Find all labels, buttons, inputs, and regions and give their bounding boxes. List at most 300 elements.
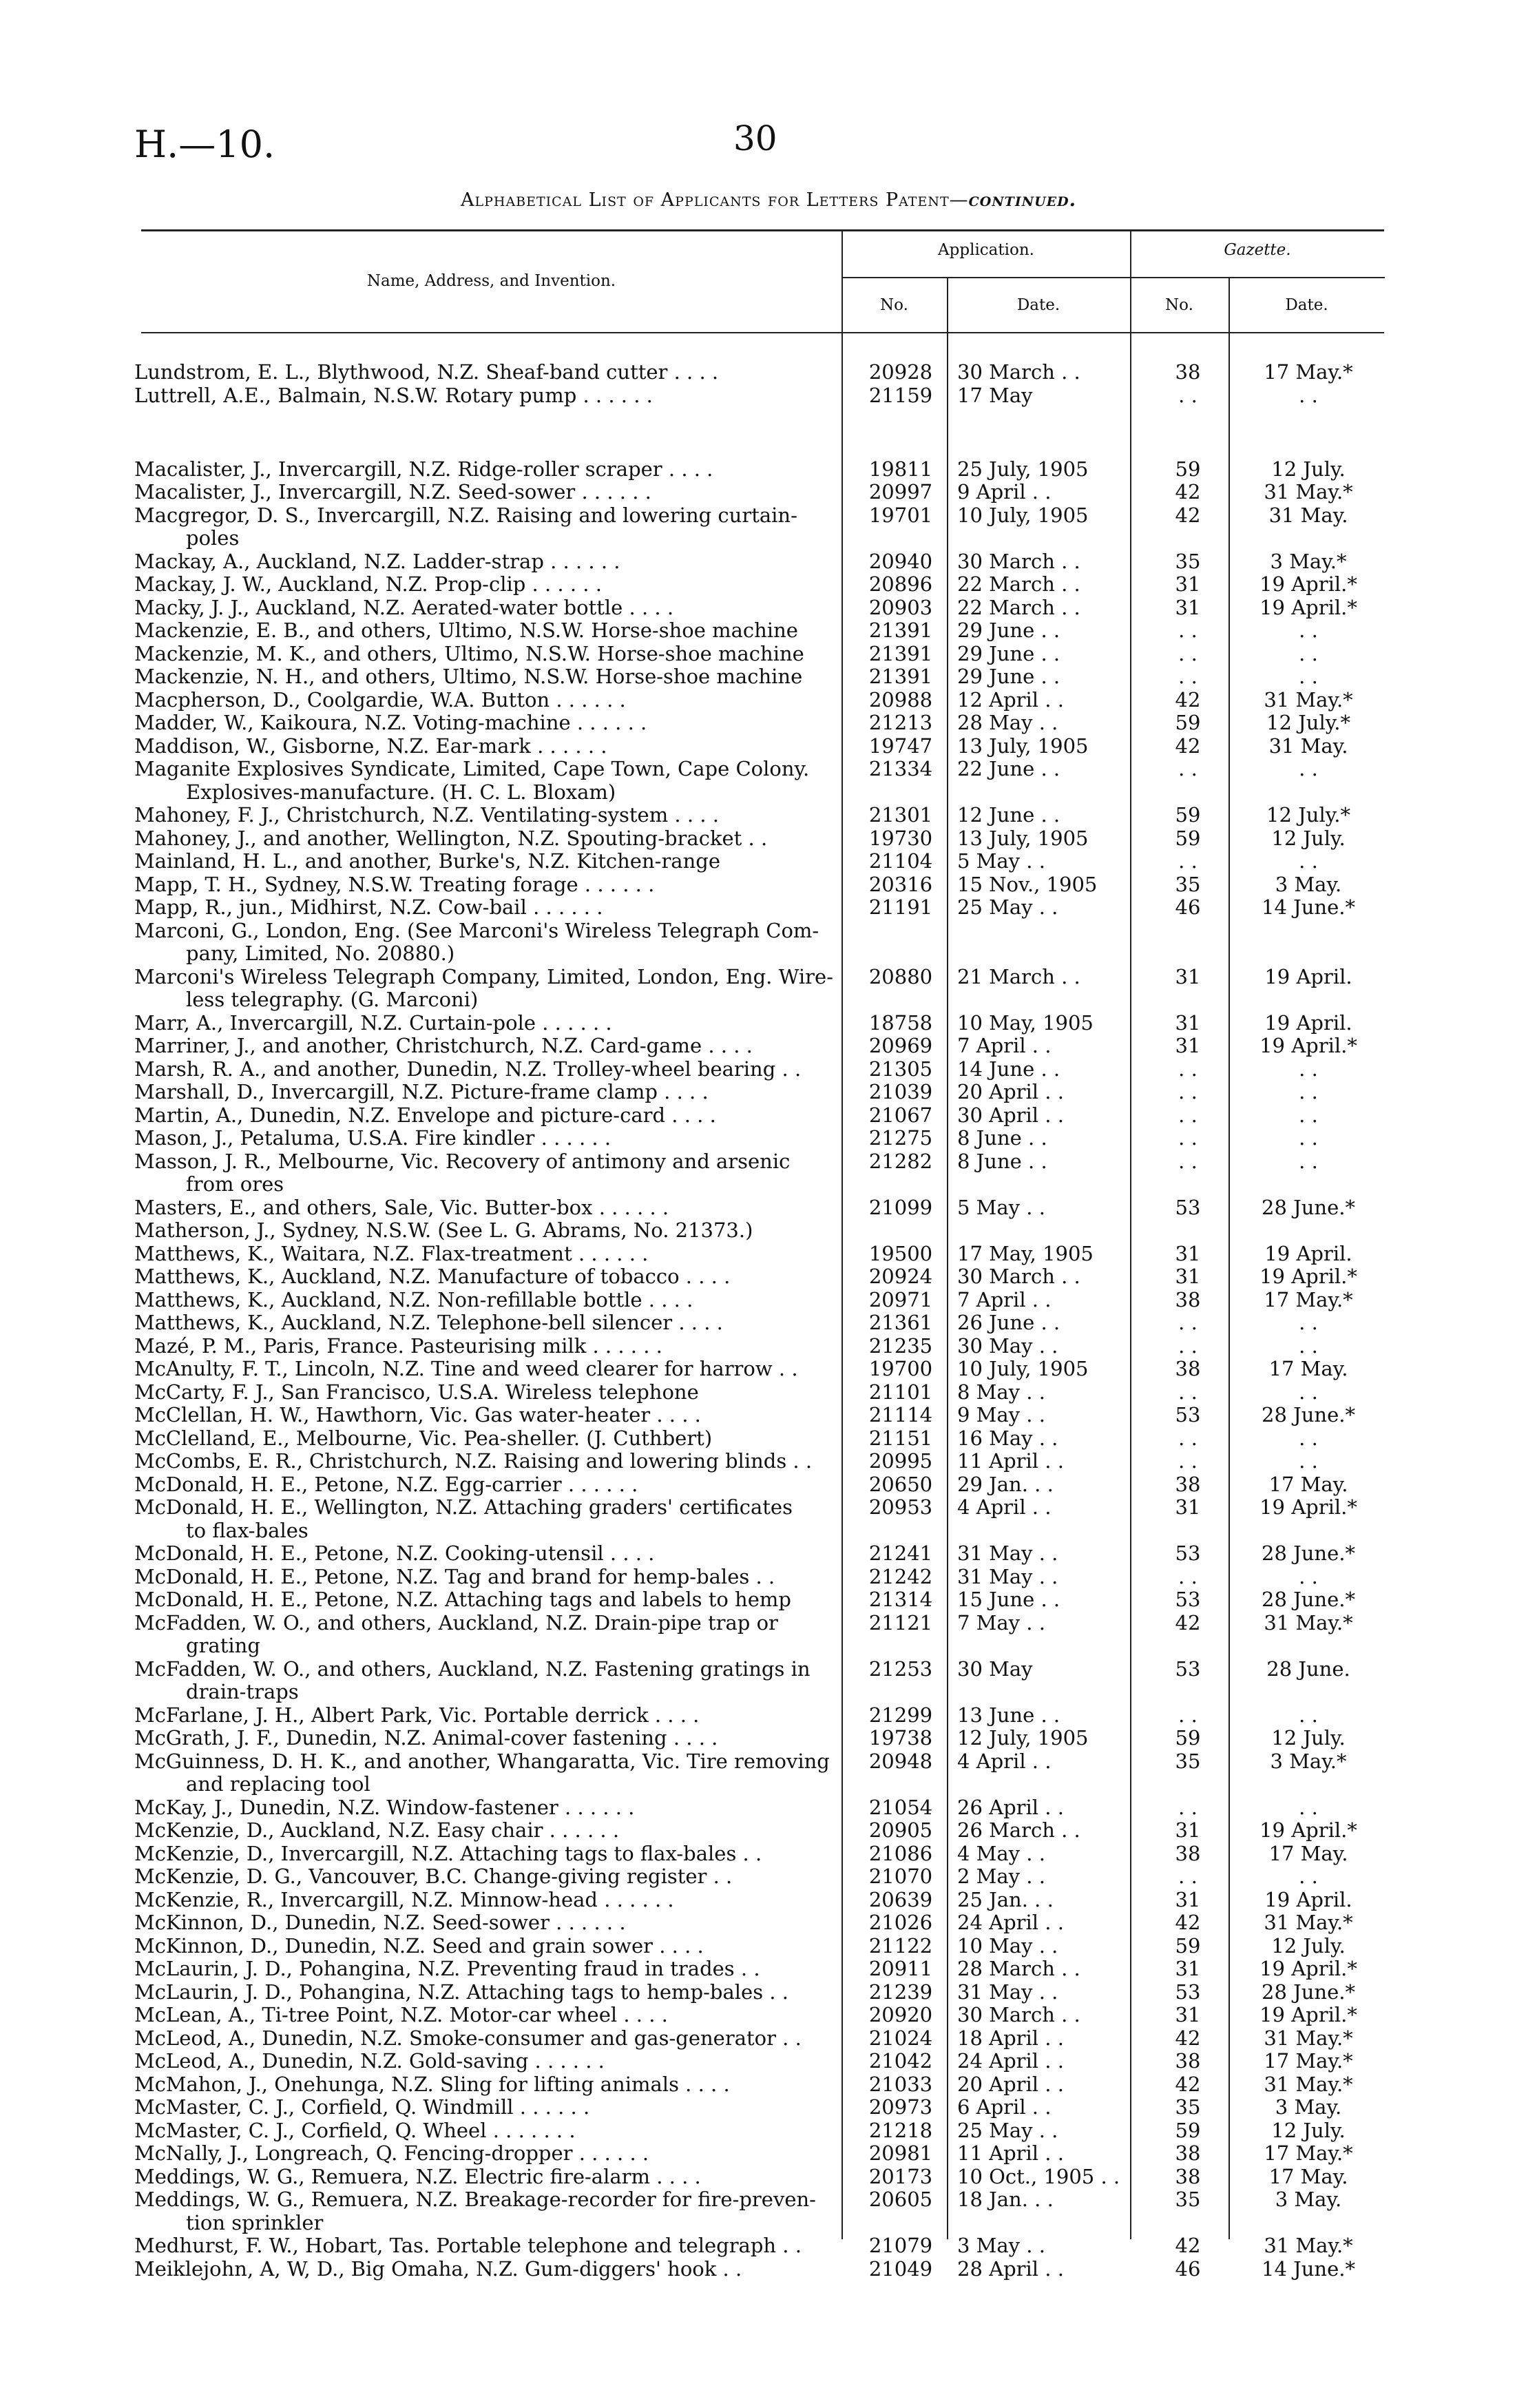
applicant-name-invention: McDonald, H. E., Wellington, N.Z. Attaching graders' certificates [134, 1495, 793, 1519]
table-row [0, 1588, 1537, 1611]
gazette-date: 17 May.* [1264, 2141, 1353, 2166]
gazette-date: 12 July.* [1266, 803, 1350, 827]
application-number: 21067 [868, 1103, 933, 1127]
application-number: 21054 [868, 1795, 933, 1819]
header-gazette: Gazette. [1224, 241, 1291, 259]
table-row [0, 384, 1537, 407]
table-row [0, 2119, 1537, 2142]
gazette-number: . . [1178, 641, 1198, 665]
application-number: 20940 [868, 549, 933, 573]
table-row [0, 550, 1537, 573]
gazette-number: 38 [1175, 1841, 1201, 1865]
applicant-name-invention: Marr, A., Invercargill, N.Z. Curtain-pole . . . . . . [134, 1010, 612, 1035]
gazette-number: 59 [1175, 457, 1201, 481]
gazette-number: 35 [1175, 549, 1201, 573]
table-row [0, 734, 1537, 758]
table-row [0, 572, 1537, 596]
applicant-name-invention: pany, Limited, No. 20880.) [186, 942, 455, 966]
gazette-number: . . [1178, 1703, 1198, 1727]
gazette-number: 31 [1175, 1034, 1201, 1058]
table-row [0, 1380, 1537, 1404]
gazette-number: 42 [1175, 2234, 1201, 2258]
application-date: 29 Jan. . . [957, 1472, 1054, 1496]
gazette-number: 59 [1175, 1726, 1201, 1750]
gazette-date: . . [1299, 383, 1318, 407]
table-row [0, 1473, 1537, 1496]
application-number: 18758 [868, 1010, 933, 1035]
gazette-date: 19 April.* [1259, 1034, 1357, 1058]
applicant-name-invention: McLaurin, J. D., Pohangina, N.Z. Attaching tags to hemp-bales . . [134, 1980, 788, 2004]
gazette-number: . . [1178, 1311, 1198, 1335]
header-app-date: Date. [1016, 296, 1060, 314]
application-date: 31 May . . [957, 1980, 1058, 2004]
application-date: 13 June . . [957, 1703, 1060, 1727]
applicant-name-invention: McKinnon, D., Dunedin, N.Z. Seed-sower . . . . . . [134, 1911, 626, 1935]
gazette-number: 38 [1175, 1287, 1201, 1311]
applicant-name-invention: Luttrell, A.E., Balmain, N.S.W. Rotary pump . . . . . . [134, 383, 653, 407]
application-number: 20924 [868, 1265, 933, 1289]
application-date: 17 May [957, 383, 1033, 407]
application-date: 10 Oct., 1905 . . [957, 2164, 1120, 2188]
gazette-date: 19 April.* [1259, 2003, 1357, 2027]
applicant-name-invention: McCombs, E. R., Christchurch, N.Z. Raising and lowering blinds . . [134, 1449, 813, 1473]
table-row [0, 360, 1537, 384]
gazette-number: 53 [1175, 1588, 1201, 1612]
application-date: 30 May . . [957, 1333, 1058, 1358]
table-row [0, 1957, 1537, 1980]
applicant-name-invention: Macgregor, D. S., Invercargill, N.Z. Raising and lowering curtain- [134, 503, 797, 527]
gazette-number: 53 [1175, 1403, 1201, 1427]
applicant-name-invention: McNally, J., Longreach, Q. Fencing-dropper . . . . . . [134, 2141, 649, 2166]
application-number: 20988 [868, 687, 933, 712]
applicant-name-invention: Maddison, W., Gisborne, N.Z. Ear-mark . . . . . . [134, 734, 607, 758]
application-number: 20920 [868, 2003, 933, 2027]
gazette-number: 42 [1175, 1911, 1201, 1935]
gazette-date: . . [1299, 1149, 1318, 1173]
applicant-name-invention: Explosives-manufacture. (H. C. L. Bloxam) [186, 780, 616, 804]
applicant-name-invention: McKenzie, D., Invercargill, N.Z. Attaching tags to flax-bales . . [134, 1841, 762, 1865]
gazette-date: 3 May. [1275, 872, 1342, 896]
table-row [0, 965, 1537, 988]
application-date: 12 July, 1905 [957, 1726, 1089, 1750]
applicant-name-invention: McGrath, J. F., Dunedin, N.Z. Animal-cover fastening . . . . [134, 1726, 718, 1750]
table-row [0, 1680, 1537, 1703]
gazette-number: 42 [1175, 734, 1201, 758]
gazette-number: 46 [1175, 2256, 1201, 2281]
applicant-name-invention: poles [186, 526, 240, 550]
applicant-name-invention: Meddings, W. G., Remuera, N.Z. Electric fire-alarm . . . . [134, 2164, 701, 2188]
application-number: 21114 [868, 1403, 933, 1427]
gazette-date: . . [1299, 1426, 1318, 1450]
gazette-date: 3 May. [1275, 2188, 1342, 2212]
application-date: 17 May, 1905 [957, 1241, 1094, 1265]
gazette-date: 17 May. [1268, 1357, 1348, 1381]
application-date: 25 July, 1905 [957, 457, 1089, 481]
table-row [0, 1011, 1537, 1035]
application-number: 20981 [868, 2141, 933, 2166]
applicant-name-invention: McDonald, H. E., Petone, N.Z. Tag and brand for hemp-bales . . [134, 1564, 775, 1588]
table-row [0, 2003, 1537, 2026]
application-number: 20948 [868, 1749, 933, 1773]
gazette-date: 12 July. [1271, 2118, 1346, 2142]
application-date: 7 April . . [957, 1287, 1052, 1311]
application-number: 21049 [868, 2256, 933, 2281]
application-number: 19738 [868, 1726, 933, 1750]
application-number: 20650 [868, 1472, 933, 1496]
gazette-date: 31 May.* [1264, 2026, 1353, 2050]
applicant-name-invention: McMaster, C. J., Corfield, Q. Wheel . . . . . . . [134, 2118, 576, 2142]
gazette-number: 31 [1175, 1495, 1201, 1519]
gazette-number: . . [1178, 1865, 1198, 1889]
table-row [0, 895, 1537, 919]
applicant-name-invention: McKay, J., Dunedin, N.Z. Window-fastener . . . . . . [134, 1795, 635, 1819]
page-title [0, 189, 1537, 211]
table-row [0, 596, 1537, 619]
gazette-number: 59 [1175, 711, 1201, 735]
application-number: 21099 [868, 1195, 933, 1219]
gazette-number: . . [1178, 619, 1198, 643]
table-row [0, 1334, 1537, 1358]
application-date: 8 June . . [957, 1149, 1047, 1173]
gazette-number: 42 [1175, 480, 1201, 504]
gazette-number: 42 [1175, 2026, 1201, 2050]
application-date: 30 March . . [957, 1265, 1080, 1289]
applicant-name-invention: Maganite Explosives Syndicate, Limited, Cape Town, Cape Colony. [134, 757, 810, 781]
applicant-name-invention: Meiklejohn, A, W, D., Big Omaha, N.Z. Gum-diggers' hook . . [134, 2256, 742, 2281]
table-row [0, 526, 1537, 550]
application-number: 19730 [868, 826, 933, 850]
gazette-date: 19 April.* [1259, 1265, 1357, 1289]
application-date: 29 June . . [957, 665, 1060, 689]
applicant-name-invention: Macalister, J., Invercargill, N.Z. Ridge-roller scraper . . . . [134, 457, 713, 481]
applicant-name-invention: Matthews, K., Auckland, N.Z. Manufacture of tobacco . . . . [134, 1265, 731, 1289]
gazette-date: . . [1299, 1311, 1318, 1335]
application-date: 30 April . . [957, 1103, 1064, 1127]
gazette-number: 59 [1175, 826, 1201, 850]
applicant-name-invention: Mackay, A., Auckland, N.Z. Ladder-strap . . . . . . [134, 549, 620, 573]
applicant-name-invention: and replacing tool [186, 1772, 370, 1796]
applicant-name-invention: McLaurin, J. D., Pohangina, N.Z. Preventing fraud in trades . . [134, 1957, 760, 1981]
application-date: 7 April . . [957, 1034, 1052, 1058]
gazette-number: . . [1178, 1564, 1198, 1588]
application-date: 30 March . . [957, 360, 1080, 384]
applicant-name-invention: McKenzie, R., Invercargill, N.Z. Minnow-head . . . . . . [134, 1887, 674, 1911]
table-row [0, 1888, 1537, 1911]
application-number: 19700 [868, 1357, 933, 1381]
applicant-name-invention: McCarty, F. J., San Francisco, U.S.A. Wireless telephone [134, 1380, 699, 1404]
table-row [0, 711, 1537, 734]
gazette-date: 17 May. [1268, 1841, 1348, 1865]
application-date: 10 May, 1905 [957, 1010, 1094, 1035]
application-date: 15 June . . [957, 1588, 1060, 1612]
gazette-number: 31 [1175, 1957, 1201, 1981]
gazette-number: 31 [1175, 595, 1201, 619]
application-date: 31 May . . [957, 1542, 1058, 1566]
gazette-date: . . [1299, 1703, 1318, 1727]
application-number: 19811 [868, 457, 933, 481]
application-number: 21086 [868, 1841, 933, 1865]
application-date: 21 March . . [957, 964, 1080, 988]
application-number: 21218 [868, 2118, 933, 2142]
application-number: 21301 [868, 803, 933, 827]
gazette-date: . . [1299, 641, 1318, 665]
title-main: Alphabetical List of Applicants for Letters Patent— [460, 189, 969, 211]
table-row [0, 2073, 1537, 2096]
applicant-name-invention: drain-traps [186, 1680, 299, 1704]
application-date: 20 April . . [957, 2072, 1064, 2096]
application-date: 4 April . . [957, 1495, 1052, 1519]
gazette-date: 31 May.* [1264, 2234, 1353, 2258]
table-row [0, 457, 1537, 481]
applicant-name-invention: Mackay, J. W., Auckland, N.Z. Prop-clip . . . . . . [134, 572, 602, 596]
application-number: 21391 [868, 619, 933, 643]
application-date: 10 July, 1905 [957, 503, 1089, 527]
gazette-date: . . [1299, 757, 1318, 781]
gazette-date: 31 May.* [1264, 480, 1353, 504]
gazette-date: 17 May. [1268, 1472, 1348, 1496]
applicant-name-invention: Masters, E., and others, Sale, Vic. Butter-box . . . . . . [134, 1195, 669, 1219]
gazette-number: . . [1178, 383, 1198, 407]
table-row [0, 1288, 1537, 1311]
applicant-name-invention: Mainland, H. L., and another, Burke's, N.Z. Kitchen-range [134, 849, 720, 873]
table-row [0, 757, 1537, 780]
gazette-number: . . [1178, 1126, 1198, 1150]
application-number: 21242 [868, 1564, 933, 1588]
application-number: 20880 [868, 964, 933, 988]
applicant-name-invention: McFarlane, J. H., Albert Park, Vic. Portable derrick . . . . [134, 1703, 700, 1727]
application-number: 21159 [868, 383, 933, 407]
gazette-number: 38 [1175, 2141, 1201, 2166]
application-date: 15 Nov., 1905 [957, 872, 1098, 896]
application-date: 6 April . . [957, 2095, 1052, 2119]
application-date: 11 April . . [957, 1449, 1064, 1473]
table-row [0, 1265, 1537, 1288]
gazette-number: 35 [1175, 2095, 1201, 2119]
table-row [0, 1057, 1537, 1081]
table-row [0, 1980, 1537, 2004]
gazette-number: 31 [1175, 1241, 1201, 1265]
gazette-number: 59 [1175, 1933, 1201, 1958]
table-row [0, 480, 1537, 504]
application-date: 24 April . . [957, 1911, 1064, 1935]
application-number: 21282 [868, 1149, 933, 1173]
application-date: 30 March . . [957, 549, 1080, 573]
gazette-number: . . [1178, 1057, 1198, 1081]
application-number: 21334 [868, 757, 933, 781]
title-continued: continued. [968, 189, 1077, 211]
applicant-name-invention: McLeod, A., Dunedin, N.Z. Gold-saving . . . . . . [134, 2049, 605, 2073]
table-row [0, 688, 1537, 712]
table-row [0, 1311, 1537, 1334]
application-number: 21121 [868, 1610, 933, 1634]
gazette-date: 31 May. [1268, 734, 1348, 758]
gazette-date: 19 April.* [1259, 1495, 1357, 1519]
gazette-date: 31 May.* [1264, 2072, 1353, 2096]
gazette-date: 12 July. [1271, 1933, 1346, 1958]
applicant-name-invention: McMaster, C. J., Corfield, Q. Windmill . . . . . . [134, 2095, 590, 2119]
application-date: 5 May . . [957, 849, 1045, 873]
application-date: 16 May . . [957, 1426, 1058, 1450]
gazette-number: . . [1178, 1149, 1198, 1173]
applicant-name-invention: Mahoney, F. J., Christchurch, N.Z. Ventilating-system . . . . [134, 803, 719, 827]
table-row [0, 2211, 1537, 2234]
application-date: 9 April . . [957, 480, 1052, 504]
application-date: 13 July, 1905 [957, 734, 1089, 758]
applicant-name-invention: Meddings, W. G., Remuera, N.Z. Breakage-recorder for fire-preven- [134, 2188, 816, 2212]
application-date: 29 June . . [957, 641, 1060, 665]
application-date: 25 Jan. . . [957, 1887, 1054, 1911]
gazette-date: 31 May. [1268, 503, 1348, 527]
gazette-date: 31 May.* [1264, 1610, 1353, 1634]
application-date: 30 May [957, 1657, 1033, 1681]
gazette-date: 14 June.* [1262, 895, 1355, 920]
application-number: 21122 [868, 1933, 933, 1958]
table-row [0, 642, 1537, 665]
table-row [0, 665, 1537, 688]
gazette-number: . . [1178, 1449, 1198, 1473]
gazette-date: . . [1299, 1080, 1318, 1104]
application-number: 21314 [868, 1588, 933, 1612]
gazette-number: 35 [1175, 1749, 1201, 1773]
gazette-number: 59 [1175, 803, 1201, 827]
applicant-name-invention: McAnulty, F. T., Lincoln, N.Z. Tine and weed clearer for harrow . . [134, 1357, 798, 1381]
applicant-name-invention: McMahon, J., Onehunga, N.Z. Sling for lifting animals . . . . [134, 2072, 730, 2096]
applicant-name-invention: McKenzie, D., Auckland, N.Z. Easy chair . . . . . . [134, 1818, 620, 1843]
applicant-name-invention: Mazé, P. M., Paris, France. Pasteurising milk . . . . . . [134, 1333, 662, 1358]
table-row [0, 1726, 1537, 1750]
application-date: 26 March . . [957, 1818, 1080, 1843]
table-row [0, 1565, 1537, 1588]
table-row [0, 2257, 1537, 2281]
application-date: 18 April . . [957, 2026, 1064, 2050]
table-top-rule [141, 229, 1384, 231]
gazette-date: . . [1299, 1103, 1318, 1127]
table-row [0, 873, 1537, 896]
application-date: 26 June . . [957, 1311, 1060, 1335]
applicant-name-invention: Medhurst, F. W., Hobart, Tas. Portable telephone and telegraph . . [134, 2234, 802, 2258]
gazette-date: 3 May.* [1270, 549, 1347, 573]
table-row [0, 1519, 1537, 1542]
gazette-number: . . [1178, 1080, 1198, 1104]
table-row [0, 1426, 1537, 1450]
gazette-date: 28 June. [1266, 1657, 1350, 1681]
application-date: 8 May . . [957, 1380, 1045, 1404]
application-date: 11 April . . [957, 2141, 1064, 2166]
gazette-number: 31 [1175, 1818, 1201, 1843]
application-date: 4 May . . [957, 1841, 1045, 1865]
table-row [0, 1657, 1537, 1681]
gazette-number: 31 [1175, 572, 1201, 596]
application-date: 25 May . . [957, 895, 1058, 920]
applicant-name-invention: McLean, A., Ti-tree Point, N.Z. Motor-car wheel . . . . [134, 2003, 668, 2027]
gazette-date: 28 June.* [1262, 1403, 1355, 1427]
applicant-name-invention: Matthews, K., Auckland, N.Z. Telephone-bell silencer . . . . [134, 1311, 723, 1335]
applicant-name-invention: McClelland, E., Melbourne, Vic. Pea-sheller. (J. Cuthbert) [134, 1426, 713, 1450]
gazette-number: 31 [1175, 1887, 1201, 1911]
application-date: 28 April . . [957, 2256, 1064, 2281]
application-number: 20173 [868, 2164, 933, 2188]
gazette-date: 17 May. [1268, 2164, 1348, 2188]
application-number: 21239 [868, 1980, 933, 2004]
page-number: 30 [733, 118, 777, 158]
table-row [0, 2141, 1537, 2165]
application-date: 28 March . . [957, 1957, 1080, 1981]
applicant-name-invention: McLeod, A., Dunedin, N.Z. Smoke-consumer and gas-generator . . [134, 2026, 802, 2050]
application-number: 21361 [868, 1311, 933, 1335]
gazette-date: 12 July.* [1266, 711, 1350, 735]
application-number: 21191 [868, 895, 933, 920]
application-date: 22 March . . [957, 572, 1080, 596]
gazette-date: . . [1299, 1333, 1318, 1358]
application-number: 21151 [868, 1426, 933, 1450]
gazette-date: . . [1299, 1865, 1318, 1889]
application-date: 31 May . . [957, 1564, 1058, 1588]
application-number: 20905 [868, 1818, 933, 1843]
gazette-date: 14 June.* [1262, 2256, 1355, 2281]
applicant-name-invention: Marsh, R. A., and another, Dunedin, N.Z. Trolley-wheel bearing . . [134, 1057, 802, 1081]
application-date: 12 April . . [957, 687, 1064, 712]
application-date: 20 April . . [957, 1080, 1064, 1104]
gazette-number: 31 [1175, 1010, 1201, 1035]
applicant-name-invention: Marconi's Wireless Telegraph Company, Limited, London, Eng. Wire- [134, 964, 833, 988]
gazette-number: 31 [1175, 964, 1201, 988]
header-app-no: No. [880, 296, 908, 314]
applicant-name-invention: Mapp, T. H., Sydney, N.S.W. Treating forage . . . . . . [134, 872, 655, 896]
gazette-date: 19 April.* [1259, 595, 1357, 619]
gazette-number: 38 [1175, 2049, 1201, 2073]
header-application: Application. [938, 241, 1034, 259]
gazette-number: . . [1178, 849, 1198, 873]
table-row [0, 1703, 1537, 1727]
applicant-name-invention: Macpherson, D., Coolgardie, W.A. Button . . . . . . [134, 687, 626, 712]
application-number: 19701 [868, 503, 933, 527]
application-date: 9 May . . [957, 1403, 1045, 1427]
gazette-date: 19 April.* [1259, 572, 1357, 596]
gazette-date: 12 July. [1271, 1726, 1346, 1750]
application-date: 2 May . . [957, 1865, 1045, 1889]
gazette-date: . . [1299, 1380, 1318, 1404]
application-date: 30 March . . [957, 2003, 1080, 2027]
applicant-name-invention: tion sprinkler [186, 2210, 324, 2234]
gazette-number: 38 [1175, 1357, 1201, 1381]
gazette-date: 31 May.* [1264, 1911, 1353, 1935]
table-row [0, 1865, 1537, 1888]
applicant-name-invention: McClellan, H. W., Hawthorn, Vic. Gas water-heater . . . . [134, 1403, 701, 1427]
application-number: 21026 [868, 1911, 933, 1935]
gazette-date: . . [1299, 665, 1318, 689]
applicant-name-invention: Mapp, R., jun., Midhirst, N.Z. Cow-bail . . . . . . [134, 895, 603, 920]
gazette-number: . . [1178, 1380, 1198, 1404]
application-number: 20605 [868, 2188, 933, 2212]
applicant-name-invention: McDonald, H. E., Petone, N.Z. Attaching tags and labels to hemp [134, 1588, 791, 1612]
application-date: 26 April . . [957, 1795, 1064, 1819]
table-header-bottom-rule [141, 332, 1384, 333]
applicant-name-invention: Marriner, J., and another, Christchurch, N.Z. Card-game . . . . [134, 1034, 753, 1058]
application-date: 10 May . . [957, 1933, 1058, 1958]
application-date: 18 Jan. . . [957, 2188, 1054, 2212]
applicant-name-invention: Lundstrom, E. L., Blythwood, N.Z. Sheaf-band cutter . . . . [134, 360, 719, 384]
application-number: 20971 [868, 1287, 933, 1311]
table-row [0, 1196, 1537, 1219]
gazette-number: 31 [1175, 2003, 1201, 2027]
table-row [0, 780, 1537, 804]
gazette-date: 19 April.* [1259, 1957, 1357, 1981]
gazette-date: . . [1299, 619, 1318, 643]
gazette-number: 42 [1175, 2072, 1201, 2096]
gazette-number: 35 [1175, 2188, 1201, 2212]
gazette-number: . . [1178, 1795, 1198, 1819]
applicant-name-invention: Martin, A., Dunedin, N.Z. Envelope and picture-card . . . . [134, 1103, 716, 1127]
